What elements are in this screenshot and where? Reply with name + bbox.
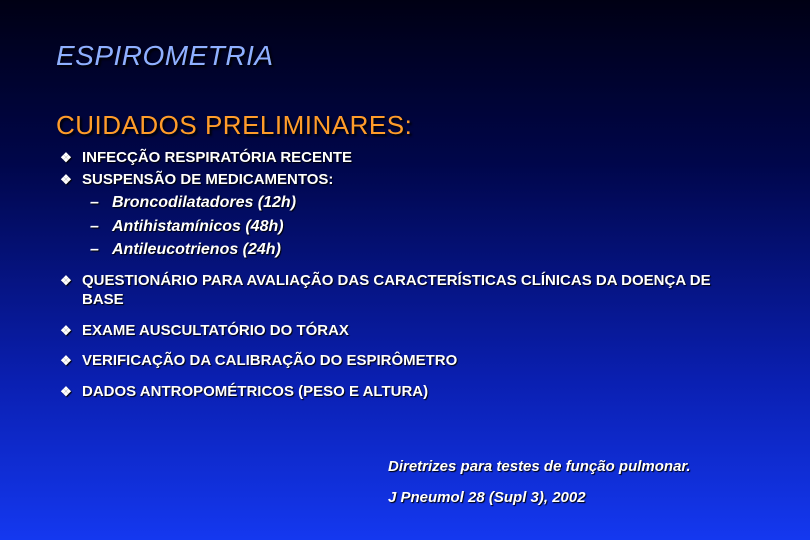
list-item [50, 321, 770, 340]
sub-list-item [90, 240, 281, 260]
list-item [50, 271, 740, 309]
list-item [50, 351, 770, 370]
list-item-label: DADOS ANTROPOMÉTRICOS (PESO E ALTURA) [82, 383, 429, 400]
sub-list-item [90, 193, 296, 213]
diamond-bullet-icon: ❖ [60, 172, 72, 187]
list-item [50, 382, 770, 401]
slide-subtitle: CUIDADOS PRELIMINARES: [56, 110, 413, 140]
diamond-bullet-icon: ❖ [60, 323, 72, 338]
reference-title: Diretrizes para testes de função pulmonar. [388, 458, 691, 475]
diamond-bullet-icon: ❖ [60, 150, 72, 165]
sub-list-item-label: Broncodilatadores (12h) [112, 194, 297, 211]
dash-marker: – [90, 218, 99, 235]
list-item [50, 170, 770, 189]
sub-list-item [90, 217, 284, 237]
sub-list-item-label: Antihistamínicos (48h) [112, 218, 284, 235]
list-item-label: INFECÇÃO RESPIRATÓRIA RECENTE [82, 149, 353, 166]
dash-marker: – [90, 241, 99, 258]
list-item-label: EXAME AUSCULTATÓRIO DO TÓRAX [82, 322, 349, 339]
list-item [50, 148, 770, 167]
list-item-label: VERIFICAÇÃO DA CALIBRAÇÃO DO ESPIRÔMETRO [82, 352, 458, 369]
diamond-bullet-icon: ❖ [60, 273, 72, 288]
sub-list-item-label: Antileucotrienos (24h) [112, 241, 281, 258]
dash-marker: – [90, 194, 99, 211]
reference-citation: J Pneumol 28 (Supl 3), 2002 [388, 489, 586, 506]
diamond-bullet-icon: ❖ [60, 384, 72, 399]
list-item-label: QUESTIONÁRIO PARA AVALIAÇÃO DAS CARACTERÍSTICAS CLÍNICAS DA DOENÇA DE BASE [82, 272, 711, 308]
list-item-label: SUSPENSÃO DE MEDICAMENTOS: [82, 171, 334, 188]
diamond-bullet-icon: ❖ [60, 353, 72, 368]
slide-title: ESPIROMETRIA [56, 40, 274, 71]
